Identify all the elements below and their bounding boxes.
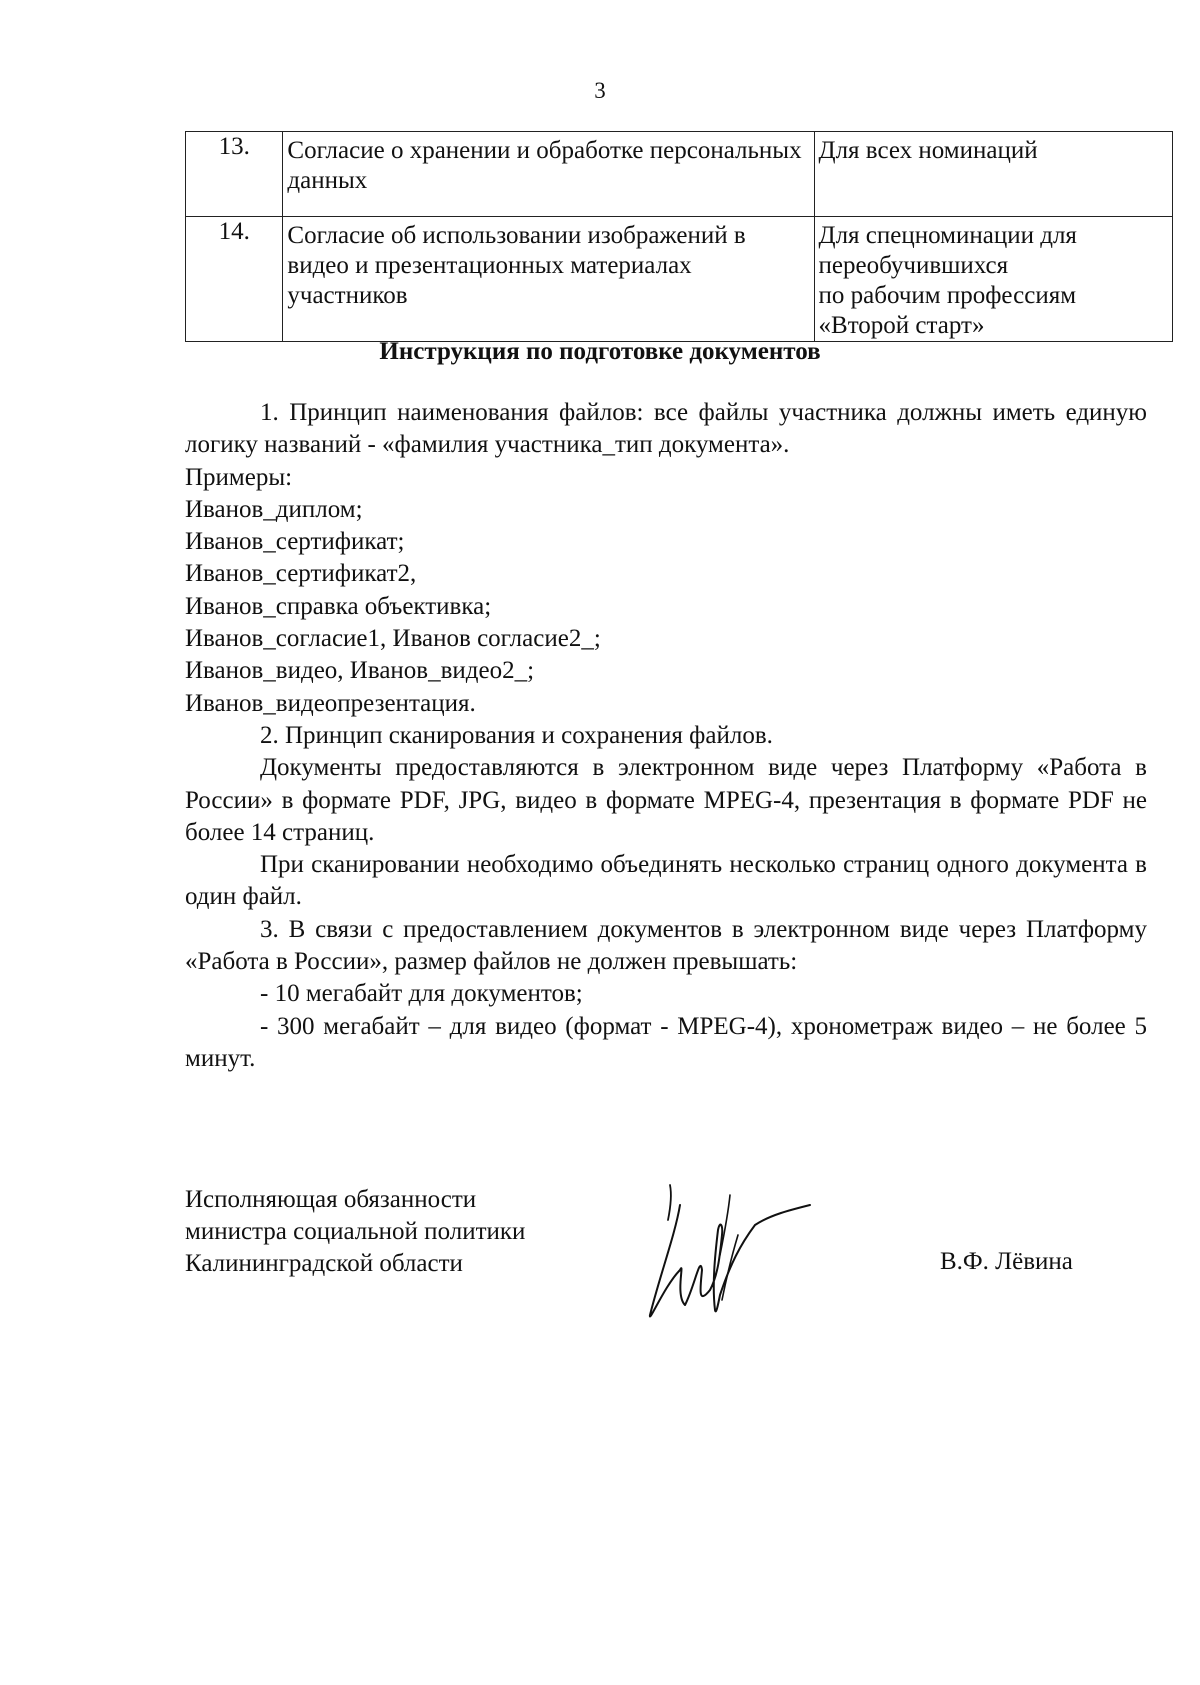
- row-number: 14.: [186, 217, 283, 342]
- nomination-line: по рабочим профессиям: [818, 282, 1077, 309]
- position-line: министра социальной политики: [185, 1218, 526, 1245]
- documents-table: [185, 131, 1173, 342]
- limit-docs-line: - 10 мегабайт для документов;: [260, 980, 583, 1008]
- nomination-line: «Второй старт»: [818, 312, 985, 339]
- item-2-paragraph: 2. Принцип сканирования и сохранения файлов.: [260, 721, 773, 749]
- example-line: Иванов_видеопрезентация.: [185, 689, 476, 717]
- position-line: Калининградской области: [185, 1250, 463, 1277]
- signatory-position: [185, 1184, 525, 1280]
- scanning-paragraph: При сканировании необходимо объединять несколько страниц одного документа в один файл.: [185, 851, 1147, 911]
- example-line: Иванов_сертификат;: [185, 528, 405, 556]
- row-nomination: [814, 217, 1172, 342]
- nomination-line: переобучившихся: [818, 252, 1009, 279]
- example-line: Иванов_диплом;: [185, 495, 363, 523]
- position-line: Исполняющая обязанности: [185, 1186, 477, 1213]
- page-number: 3: [594, 78, 606, 103]
- instruction-body: [185, 397, 1147, 1075]
- example-line: Иванов_сертификат2,: [185, 560, 417, 588]
- handwritten-signature: [640, 1175, 840, 1325]
- row-nomination: Для всех номинаций: [814, 132, 1172, 217]
- row-document: Согласие об использовании изображений в видео и презентационных материалах участников: [283, 217, 814, 342]
- signer-name: В.Ф. Лёвина: [940, 1248, 1073, 1275]
- examples-label: Примеры:: [185, 463, 293, 491]
- table-row: [186, 132, 1173, 217]
- example-line: Иванов_справка объективка;: [185, 592, 492, 620]
- limit-video-line: - 300 мегабайт – для видео (формат - MPEG-4), хронометраж видео – не более 5 минут.: [185, 1012, 1147, 1072]
- nomination-line: Для спецноминации для: [818, 222, 1077, 249]
- row-document: Согласие о хранении и обработке персональных данных: [283, 132, 814, 217]
- example-line: Иванов_видео, Иванов_видео2_;: [185, 657, 535, 685]
- table-row: [186, 217, 1173, 342]
- example-line: Иванов_согласие1, Иванов согласие2_;: [185, 625, 601, 653]
- item-1-paragraph: 1. Принцип наименования файлов: все файлы участника должны иметь единую логику названий - «фамилия участника_тип документа».: [185, 399, 1147, 459]
- item-3-paragraph: 3. В связи с предоставлением документов в электронном виде через Платформу «Работа в России», размер файлов не должен превышать:: [185, 915, 1147, 976]
- instruction-heading: Инструкция по подготовке документов: [379, 338, 821, 365]
- row-number: 13.: [186, 132, 283, 217]
- formats-paragraph: Документы предоставляются в электронном виде через Платформу «Работа в России» в формате PDF, JPG, видео в формате MPEG-4, презентация в формате PDF не более 14 страниц.: [185, 754, 1147, 846]
